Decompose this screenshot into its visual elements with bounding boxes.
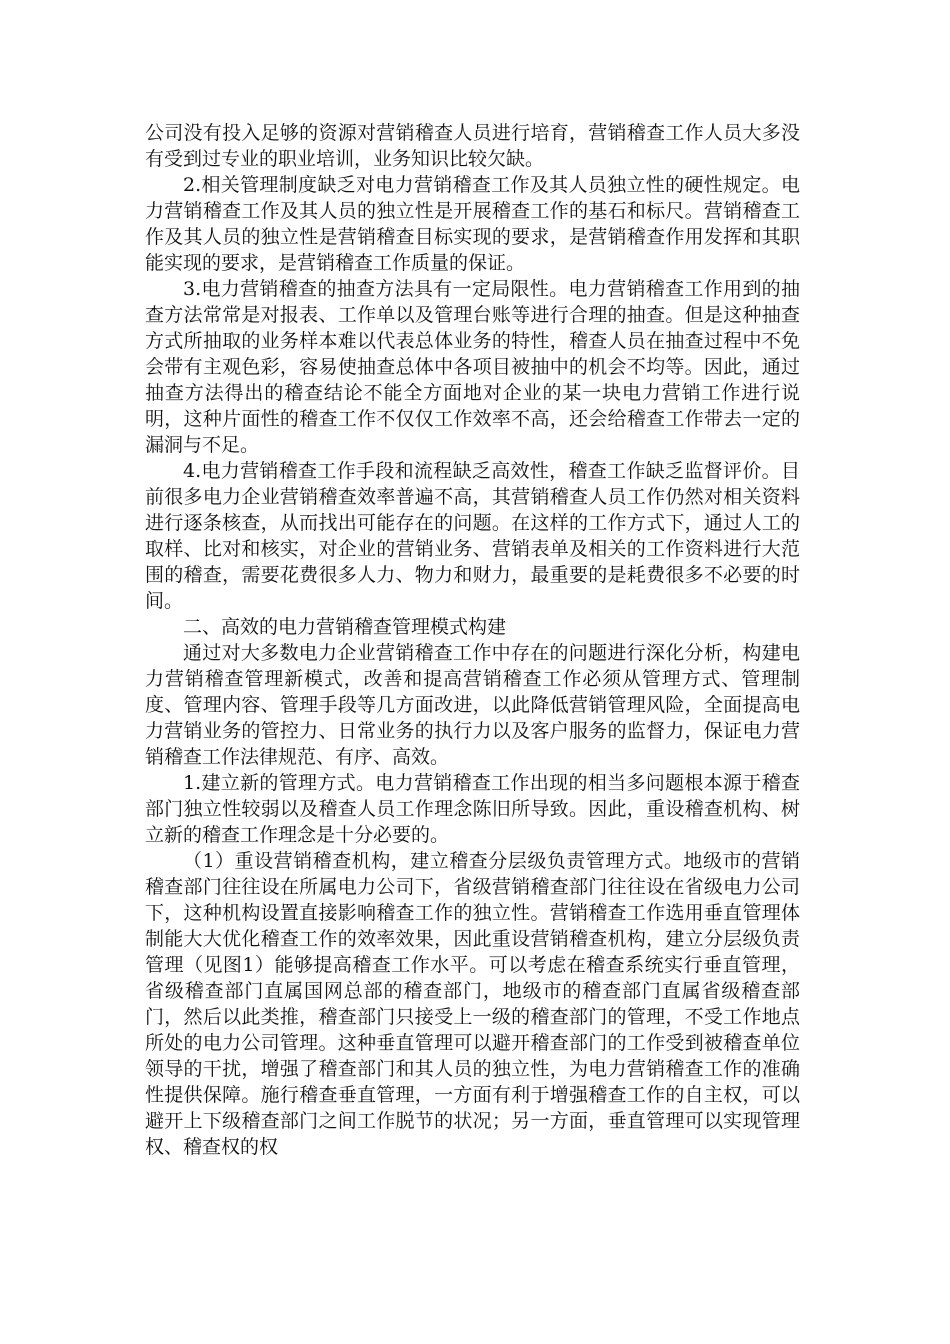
paragraph-subitem-1-1: （1）重设营销稽查机构，建立稽查分层级负责管理方式。地级市的营销稽查部门往往设在所属电力公司下，省级营销稽查部门往往设在省级电力公司下，这种机构设置直接影响稽查工作的独立性。营销稽查工作选用垂直管理体制能大大优化稽查工作的效率效果，因此重设营销稽查机构，建立分层级负责管理（见图1）能够提高稽查工作水平。可以考虑在稽查系统实行垂直管理，省级稽查部门直属国网总部的稽查部门，地级市的稽查部门直属省级稽查部门，然后以此类推，稽查部门只接受上一级的稽查部门的管理，不受工作地点所处的电力公司管理。这种垂直管理可以避开稽查部门的工作受到被稽查单位领导的干扰，增强了稽查部门和其人员的独立性，为电力营销稽查工作的准确性提供保障。施行稽查垂直管理，一方面有利于增强稽查工作的自主权，可以避开上下级稽查部门之间工作脱节的状况；另一方面，垂直管理可以实现管理权、稽查权的权 — [145, 850, 800, 1158]
section-heading: 二、高效的电力营销稽查管理模式构建 — [183, 616, 507, 638]
document-page — [145, 120, 800, 1160]
paragraph-continuation: 公司没有投入足够的资源对营销稽查人员进行培育，营销稽查工作人员大多没有受到过专业的职业培训，业务知识比较欠缺。 — [145, 122, 800, 170]
paragraph-item-4: 4.电力营销稽查工作手段和流程缺乏高效性，稽查工作缺乏监督评价。目前很多电力企业营销稽查效率普遍不高，其营销稽查人员工作仍然对相关资料进行逐条核查，从而找出可能存在的问题。在这样的工作方式下，通过人工的取样、比对和核实，对企业的营销业务、营销表单及相关的工作资料进行大范围的稽查，需要花费很多人力、物力和财力，最重要的是耗费很多不必要的时间。 — [145, 460, 800, 612]
paragraph-item-2: 2.相关管理制度缺乏对电力营销稽查工作及其人员独立性的硬性规定。电力营销稽查工作及其人员的独立性是开展稽查工作的基石和标尺。营销稽查工作及其人员的独立性是营销稽查目标实现的要求，是营销稽查作用发挥和其职能实现的要求，是营销稽查工作质量的保证。 — [145, 174, 800, 274]
paragraph-subitem-1: 1.建立新的管理方式。电力营销稽查工作出现的相当多问题根本源于稽查部门独立性较弱以及稽查人员工作理念陈旧所导致。因此，重设稽查机构、树立新的稽查工作理念是十分必要的。 — [145, 772, 800, 846]
paragraph-intro: 通过对大多数电力企业营销稽查工作中存在的问题进行深化分析，构建电力营销稽查管理新模式，改善和提高营销稽查工作必须从管理方式、管理制度、管理内容、管理手段等几方面改进，以此降低营销管理风险，全面提高电力营销业务的管控力、日常业务的执行力以及客户服务的监督力，保证电力营销稽查工作法律规范、有序、高效。 — [145, 642, 800, 768]
paragraph-item-3: 3.电力营销稽查的抽查方法具有一定局限性。电力营销稽查工作用到的抽查方法常常是对报表、工作单以及管理台账等进行合理的抽查。但是这种抽查方式所抽取的业务样本难以代表总体业务的特性，稽查人员在抽查过程中不免会带有主观色彩，容易使抽查总体中各项目被抽中的机会不均等。因此，通过抽查方法得出的稽查结论不能全方面地对企业的某一块电力营销工作进行说明，这种片面性的稽查工作不仅仅工作效率不高，还会给稽查工作带去一定的漏洞与不足。 — [145, 278, 800, 456]
